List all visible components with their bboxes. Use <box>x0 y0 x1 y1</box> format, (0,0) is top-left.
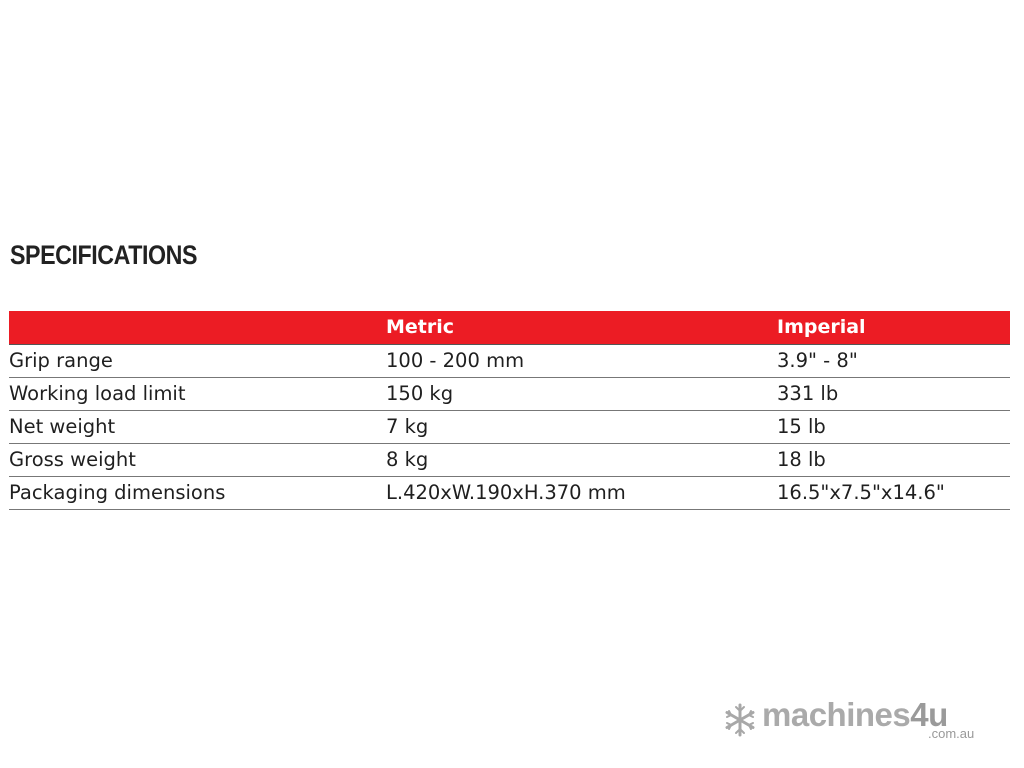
row-metric-value: 7 kg <box>386 410 777 443</box>
row-metric-value: 150 kg <box>386 377 777 410</box>
row-imperial-value: 15 lb <box>777 410 1010 443</box>
row-imperial-value: 16.5"x7.5"x14.6" <box>777 476 1010 509</box>
row-label: Packaging dimensions <box>9 476 386 509</box>
section-title: SPECIFICATIONS <box>10 240 198 270</box>
machines4u-watermark <box>722 698 992 744</box>
brand-name: machines4u <box>762 696 948 733</box>
row-label: Grip range <box>9 344 386 377</box>
header-metric: Metric <box>386 311 777 344</box>
brand-domain: .com.au <box>928 726 975 741</box>
table-row <box>9 443 1010 476</box>
row-imperial-value: 18 lb <box>777 443 1010 476</box>
table-row <box>9 476 1010 509</box>
row-metric-value: 8 kg <box>386 443 777 476</box>
row-label: Net weight <box>9 410 386 443</box>
snowflake-logo-icon <box>722 702 758 738</box>
row-metric-value: 100 - 200 mm <box>386 344 777 377</box>
specifications-table <box>9 311 1010 510</box>
table-header-row <box>9 311 1010 344</box>
table-row <box>9 377 1010 410</box>
row-label: Working load limit <box>9 377 386 410</box>
row-imperial-value: 3.9" - 8" <box>777 344 1010 377</box>
header-property <box>9 311 386 344</box>
row-imperial-value: 331 lb <box>777 377 1010 410</box>
header-imperial: Imperial <box>777 311 1010 344</box>
table-row <box>9 410 1010 443</box>
row-label: Gross weight <box>9 443 386 476</box>
row-metric-value: L.420xW.190xH.370 mm <box>386 476 777 509</box>
table-row <box>9 344 1010 377</box>
